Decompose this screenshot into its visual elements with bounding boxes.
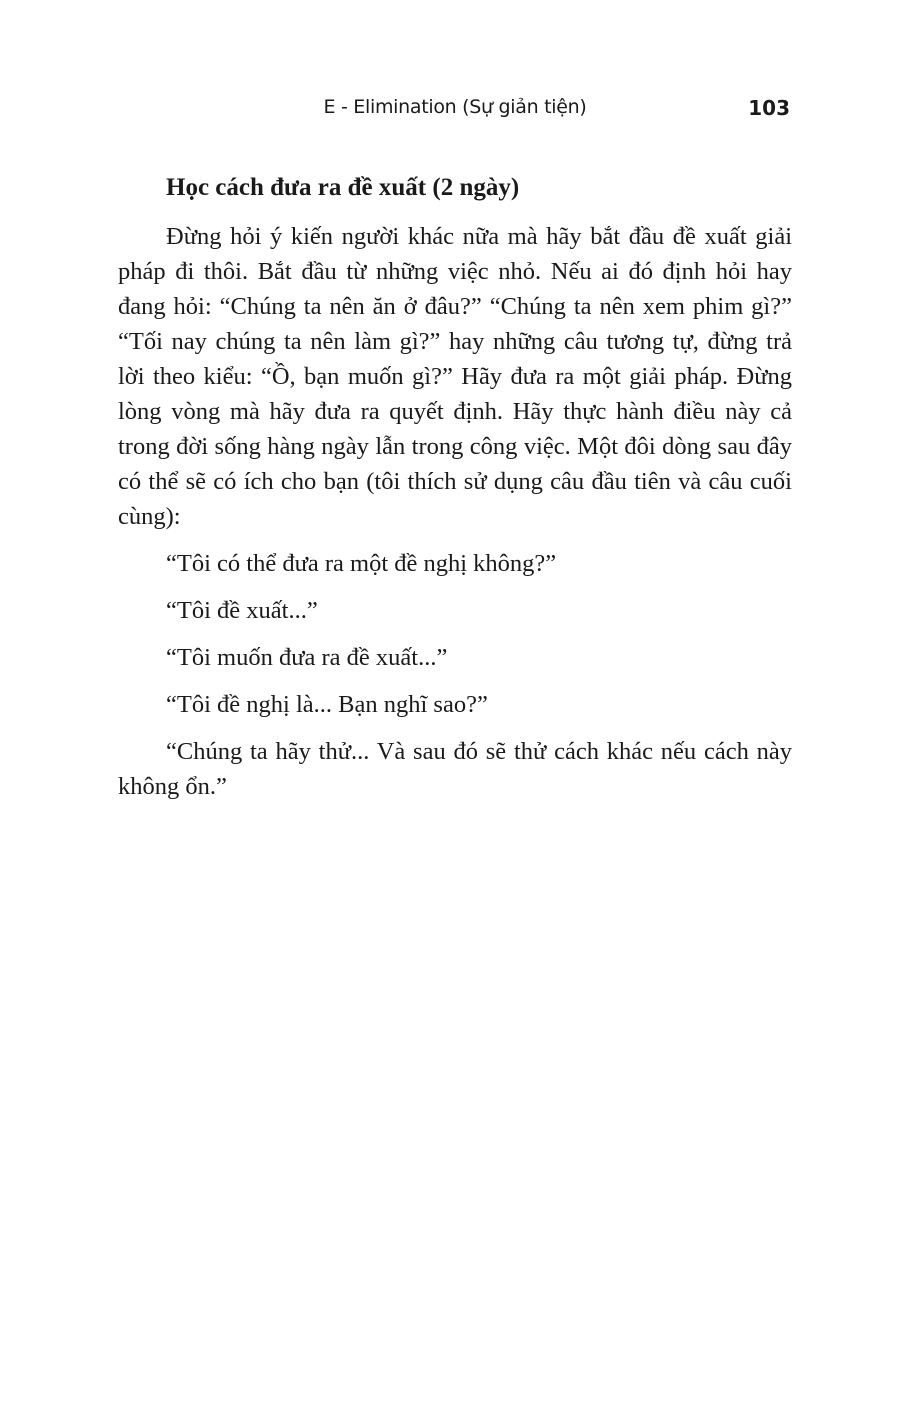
running-header (0, 96, 910, 126)
suggestion-quote-4: “Tôi đề nghị là... Bạn nghĩ sao?” (166, 691, 488, 718)
suggestion-quote-1: “Tôi có thể đưa ra một đề nghị không?” (166, 550, 557, 577)
running-title: E - Elimination (Sự giản tiện) (323, 96, 587, 118)
page-number: 103 (748, 96, 790, 120)
suggestion-quote-5: “Chúng ta hãy thử... Và sau đó sẽ thử cách khác nếu cách này không ổn.” (118, 738, 792, 800)
suggestion-quote-2: “Tôi đề xuất...” (166, 597, 318, 624)
suggestion-quote-3: “Tôi muốn đưa ra đề xuất...” (166, 644, 448, 671)
section-heading: Học cách đưa ra đề xuất (2 ngày) (166, 174, 520, 201)
page-body (118, 170, 792, 816)
body-paragraph: Đừng hỏi ý kiến người khác nữa mà hãy bắt đầu đề xuất giải pháp đi thôi. Bắt đầu từ những việc nhỏ. Nếu ai đó định hỏi hay đang hỏi: “Chúng ta nên ăn ở đâu?” “Chúng ta nên xem phim gì?” “Tối nay chúng ta nên làm gì?” hay những câu tương tự, đừng trả lời theo kiểu: “Ồ, bạn muốn gì?” Hãy đưa ra một giải pháp. Đừng lòng vòng mà hãy đưa ra quyết định. Hãy thực hành điều này cả trong đời sống hàng ngày lẫn trong công việc. Một đôi dòng sau đây có thể sẽ có ích cho bạn (tôi thích sử dụng câu đầu tiên và câu cuối cùng): (118, 223, 792, 530)
